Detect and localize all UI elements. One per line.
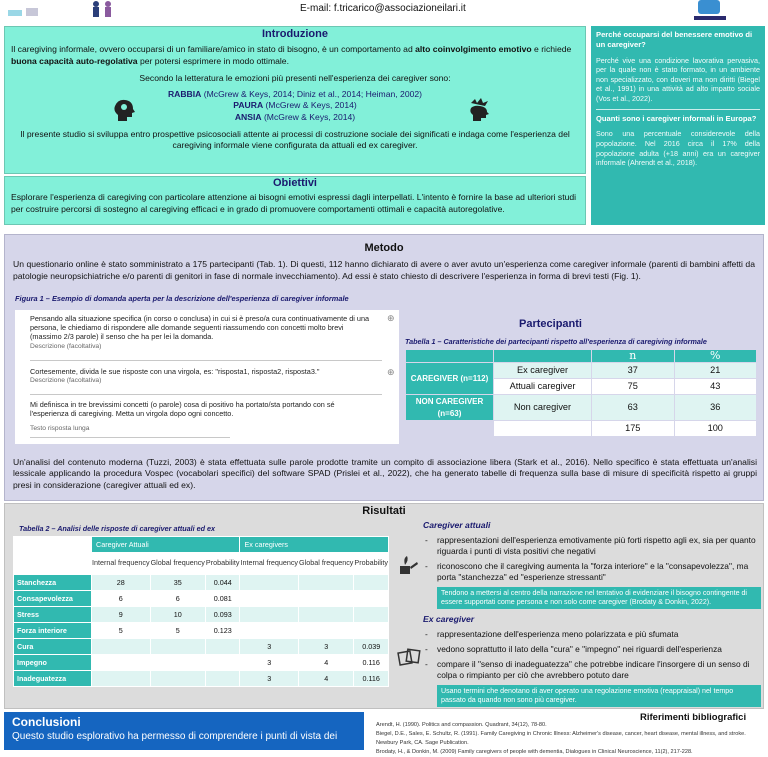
answer-underline xyxy=(30,437,230,438)
emotion-refs: (McGrew & Keys, 2014) xyxy=(261,111,356,122)
conclusions-section xyxy=(4,712,364,750)
contact-email[interactable]: E-mail: f.tricarico@associazioneilari.it xyxy=(300,3,466,14)
row-label: Non caregiver xyxy=(494,395,592,421)
table-cell xyxy=(299,623,354,639)
table-cell xyxy=(299,591,354,607)
table-cell xyxy=(205,639,240,655)
row-label: Stress xyxy=(14,607,92,623)
questionnaire-form-example xyxy=(15,310,399,444)
form-divider xyxy=(30,360,382,361)
table-cell: 28 xyxy=(92,575,151,591)
table-cell xyxy=(150,671,205,687)
results-discussion xyxy=(423,520,761,707)
table-cell xyxy=(150,655,205,671)
results-title: Risultati xyxy=(362,505,406,517)
table-cell: 5 xyxy=(150,623,205,639)
table-row xyxy=(14,575,389,591)
header-current-caregivers: Caregiver Attuali xyxy=(92,537,240,553)
intro-section xyxy=(4,26,586,174)
head-brain-icon xyxy=(113,99,135,123)
sidebar-answer-2: Sono una percentuale considerevole della popolazione. Nel 2016 circa il 17% della popolazione adulta (+18 anni) era un caregiver informale (Ahrendt et al., 2018). xyxy=(596,129,760,168)
results-table-body xyxy=(14,575,389,687)
method-paragraph-2: Un'analisi del contenuto moderna (Tuzzi, 2003) è stata effettuata sulle parole prodotte tramite un compito di associazione libera (Stark et al., 2016). Nello specifico è stata effettuata un'analisi lessicale applicando la procedura Vospec (vocabolari specifici) del software SPAD (Prislei et al., 2022), che ha generato tabelle di frequenza sulla base di misure di specificità rispetto ai gruppi presi in considerazione (caregiver attuali ed ex). xyxy=(13,457,757,490)
row-label: Consapevolezza xyxy=(14,591,92,607)
current-caregivers-heading: Caregiver attuali xyxy=(423,520,491,530)
conclusions-text: Questo studio esplorativo ha permesso di comprendere i punti di vista dei xyxy=(12,731,338,742)
exploding-head-icon xyxy=(467,97,491,123)
emotion-refs: (McGrew & Keys, 2014; Diniz et al., 2014; Heiman, 2002) xyxy=(201,89,423,100)
table-header-percent: % xyxy=(674,350,757,363)
row-label: Impegno xyxy=(14,655,92,671)
table-header-row xyxy=(406,350,757,363)
intro-bold-text: alto coinvolgimento emotivo xyxy=(415,44,532,55)
intro-paragraph-1 xyxy=(5,40,585,67)
table-cell: 35 xyxy=(150,575,205,591)
row-percent: 21 xyxy=(674,363,757,379)
table-cell xyxy=(240,623,299,639)
table-cell xyxy=(92,655,151,671)
participants-table xyxy=(405,349,757,437)
table-cell: 0.123 xyxy=(205,623,240,639)
row-percent: 36 xyxy=(674,395,757,421)
total-n: 175 xyxy=(592,421,675,437)
table-cell: 0.039 xyxy=(354,639,389,655)
form-description-hint: Descrizione (facoltativa) xyxy=(30,377,102,385)
table-cell: 4 xyxy=(299,655,354,671)
sidebar-question-2: Quanti sono i caregiver informali in Europa? xyxy=(596,113,757,123)
row-label: Stanchezza xyxy=(14,575,92,591)
ex-caregivers-heading: Ex caregiver xyxy=(423,614,475,624)
subheader-cell: Internal frequency xyxy=(240,553,299,575)
table-cell: 3 xyxy=(240,671,299,687)
intro-text: e richiede xyxy=(531,44,572,55)
table-row xyxy=(14,591,389,607)
row-label: Forza interiore xyxy=(14,623,92,639)
sidebar-question-1: Perché occuparsi del benessere emotivo di un caregiver? xyxy=(596,30,753,49)
form-divider xyxy=(30,394,382,395)
row-label: Cura xyxy=(14,639,92,655)
empty-cell xyxy=(494,421,592,437)
emotion-refs: (McGrew & Keys, 2014) xyxy=(263,100,357,111)
table-row xyxy=(406,363,757,379)
table-cell: 0.116 xyxy=(354,671,389,687)
references-title: Riferimenti bibliografici xyxy=(640,712,747,723)
highlight-note: Usano termini che denotano di aver operato una regolazione emotiva (reappraisal) nel tempo passato da quando non sono più caregiver. xyxy=(437,685,761,707)
pin-icon: ⊕ xyxy=(387,313,395,323)
empty-cell xyxy=(406,421,494,437)
empty-cell xyxy=(14,553,92,575)
intro-text: per potersi esprimere in modo ottimale. xyxy=(137,55,289,66)
method-paragraph-1: Un questionario online è stato somministrato a 175 partecipanti (Tab. 1). Di questi, 112 hanno dichiarato di avere o aver avuto un'esperienza come caregiver informale (parenti di bambini affetti da patologie neuropsichiatriche e/o parenti di genitori in fase di normale invecchiamento). Ad essi è stato chiesto di descrivere l'esperienza in forma di brevi testi (Fig. 1). xyxy=(13,259,755,281)
subheader-cell: Global frequency xyxy=(150,553,205,575)
table-header-cell xyxy=(494,350,592,363)
table-cell xyxy=(354,575,389,591)
table-cell xyxy=(299,607,354,623)
total-percent: 100 xyxy=(674,421,757,437)
reference-item: Biegel, D.E., Sales, E. Schultz, R. (1991). Family Caregiving in Chronic Illness: Alzheimer's disease, cancer, heart disease, mental illness, and stroke. Newbury Park, CA. Sage Publication. xyxy=(376,731,746,746)
form-question-text: Mi definisca in tre brevissimi concetti (o parole) cosa di positivo ha portato/sta portando con sé l'esperienza di caregiving. Metta un virgola dopo ogni concetto. xyxy=(30,400,335,419)
results-table xyxy=(13,536,389,687)
table-total-row xyxy=(406,421,757,437)
empty-cell xyxy=(14,537,92,553)
header-strip xyxy=(0,0,768,20)
table-row xyxy=(406,395,757,421)
table-row xyxy=(14,639,389,655)
table-cell: 5 xyxy=(92,623,151,639)
table-row xyxy=(14,655,389,671)
table-cell xyxy=(92,639,151,655)
table-header-cell xyxy=(406,350,494,363)
row-n: 75 xyxy=(592,379,675,395)
photo-frames-icon xyxy=(397,646,421,668)
table-cell xyxy=(354,607,389,623)
table-cell: 6 xyxy=(92,591,151,607)
table-cell: 3 xyxy=(240,655,299,671)
bullet-item: - vedono soprattutto il lato della "cura" e "impegno" nei riguardi dell'esperienza xyxy=(423,644,761,655)
table-row xyxy=(14,623,389,639)
emotions-list xyxy=(5,84,585,123)
emotion-name: RABBIA xyxy=(167,89,202,100)
results-section xyxy=(4,503,764,709)
table-cell xyxy=(205,655,240,671)
method-title: Metodo xyxy=(364,242,404,254)
table-cell xyxy=(205,671,240,687)
row-percent: 43 xyxy=(674,379,757,395)
table-2-caption: Tabella 2 – Analisi delle risposte di caregiver attuali ed ex xyxy=(19,524,216,533)
sidebar-answer-1: Perché vive una condizione lavorativa pervasiva, per la quale non è stato formato, in un ambiente non specializzato, con doveri ma non diritti (Biegel et al., 1991) in una attività ad alto impatto sociale (Vos et al., 2022). xyxy=(596,55,760,103)
objectives-section xyxy=(4,176,586,225)
table-cell: 0.093 xyxy=(205,607,240,623)
bullet-item: - rappresentazioni dell'esperienza emotivamente più forti rispetto agli ex, sia per quanto riguarda i punti di vista positivi che negativi xyxy=(423,535,761,557)
table-row xyxy=(14,671,389,687)
form-question-2 xyxy=(30,367,370,385)
table-cell: 0.116 xyxy=(354,655,389,671)
form-question-3 xyxy=(30,400,370,434)
subheader-cell: Probability xyxy=(354,553,389,575)
bullet-item: - riconoscono che il caregiving aumenta la "forza interiore" e la "consapevolezza", ma porta "stanchezza" ed "esperienze stressanti" xyxy=(423,561,761,583)
group-non-caregiver: NON CAREGIVER (n=63) xyxy=(406,395,494,421)
sidebar-divider xyxy=(596,109,760,110)
emotion-item xyxy=(5,112,585,123)
subheader-cell: Global frequency xyxy=(299,553,354,575)
table-cell xyxy=(354,591,389,607)
objectives-text: Esplorare l'esperienza di caregiving con particolare attenzione ai bisogni emotivi espressi dagli interpellati. L'intento è fornire la base ad ulteriori studi per costruire percorsi di sostegno al caregiving efficaci e in grado di promuovere comportamenti ottimali e capacità autoregolative. xyxy=(11,192,577,214)
highlight-note: Tendono a mettersi al centro della narrazione nel tentativo di evidenziare il bisogno contingente di essere supportati come persona e non solo come caregiver (Brodaty & Donkin, 2022). xyxy=(437,587,761,609)
table-cell xyxy=(240,575,299,591)
subheader-cell: Internal frequency xyxy=(92,553,151,575)
table-cell: 0.081 xyxy=(205,591,240,607)
figure-1-caption: Figura 1 – Esempio di domanda aperta per la descrizione dell'esperienza di caregiver informale xyxy=(15,294,349,303)
emotion-name: PAURA xyxy=(233,100,264,111)
watering-can-plant-icon xyxy=(397,554,421,578)
table-header-row xyxy=(14,537,389,553)
table-cell: 0.044 xyxy=(205,575,240,591)
references-list xyxy=(376,721,764,757)
pin-icon: ⊕ xyxy=(387,367,395,377)
conclusions-title: Conclusioni xyxy=(12,715,81,729)
table-cell: 6 xyxy=(150,591,205,607)
table-1-caption: Tabella 1 – Caratteristiche dei partecipanti rispetto all'esperienza di caregiving informale xyxy=(405,337,707,346)
objectives-title: Obiettivi xyxy=(272,177,317,189)
form-question-text: Pensando alla situazione specifica (in corso o conclusa) in cui si è preso/a cura continuativamente di una persona, le chiediamo di rispondere alle domande seguenti riassumendo con concetti molto brevi (massimo 2/3 parole) il senso che ha per lei la domanda. xyxy=(30,314,370,342)
bullet-item: - compare il "senso di inadeguatezza" che potrebbe indicare l'insorgere di un senso di colpa o rimpianto per ciò che avrebbero potuto dare xyxy=(423,659,761,681)
intro-paragraph-3: Il presente studio si sviluppa entro prospettive psicosociali attente ai processi di costruzione sociale dei significati e indaga come l'esperienza del caregiving informale viene configurata da attuali ed ex caregiver. xyxy=(20,129,570,151)
info-sidebar xyxy=(591,26,765,225)
reference-item: Arendt, H. (1990). Politics and compassion. Quadrant, 34(12), 78-80. xyxy=(376,722,547,728)
table-cell: 10 xyxy=(150,607,205,623)
table-cell xyxy=(92,671,151,687)
group-caregiver: CAREGIVER (n=112) xyxy=(406,363,494,395)
intro-paragraph-2: Secondo la letteratura le emozioni più presenti nell'esperienza dei caregiver sono: xyxy=(139,72,451,83)
table-cell xyxy=(240,591,299,607)
participants-title: Partecipanti xyxy=(519,318,582,330)
method-section xyxy=(4,234,764,501)
table-cell xyxy=(299,575,354,591)
table-header-n: n xyxy=(592,350,675,363)
header-ex-caregivers: Ex caregivers xyxy=(240,537,389,553)
table-cell: 9 xyxy=(92,607,151,623)
emotion-name: ANSIA xyxy=(234,111,262,122)
intro-text: Il caregiving informale, ovvero occuparsi di un familiare/amico in stato di bisogno, è un comportamento ad xyxy=(11,44,416,55)
people-figures-icon xyxy=(88,0,118,18)
intro-title: Introduzione xyxy=(262,28,328,40)
table-subheader-row xyxy=(14,553,389,575)
row-label: Ex caregiver xyxy=(494,363,592,379)
table-cell: 4 xyxy=(299,671,354,687)
table-cell xyxy=(354,623,389,639)
long-answer-field[interactable]: Testo risposta lunga xyxy=(30,425,90,433)
emotion-item xyxy=(5,100,585,111)
bullet-item: - rappresentazione dell'esperienza meno polarizzata e più sfumata xyxy=(423,629,761,640)
intro-bold-text: buona capacità auto-regolativa xyxy=(11,55,138,66)
table-cell xyxy=(150,639,205,655)
table-cell: 3 xyxy=(299,639,354,655)
subheader-cell: Probability xyxy=(205,553,240,575)
table-row xyxy=(14,607,389,623)
form-question-1 xyxy=(30,314,370,351)
row-label: Inadeguatezza xyxy=(14,671,92,687)
emotion-item xyxy=(5,89,585,100)
form-description-hint: Descrizione (facoltativa) xyxy=(30,342,102,350)
row-label: Attuali caregiver xyxy=(494,379,592,395)
form-question-text: Cortesemente, divida le sue risposte con una virgola, es: "risposta1, risposta2, risposta3." xyxy=(30,367,320,376)
logo-graphic-left xyxy=(8,0,48,18)
row-n: 63 xyxy=(592,395,675,421)
table-cell xyxy=(240,607,299,623)
table-cell: 3 xyxy=(240,639,299,655)
association-logo-icon xyxy=(690,0,730,22)
row-n: 37 xyxy=(592,363,675,379)
reference-item: Brodaty, H., & Donkin, M. (2009) Family caregivers of people with dementia, Dialogues in Clinical Neuroscience, 11(2), 217-228. xyxy=(376,749,693,755)
